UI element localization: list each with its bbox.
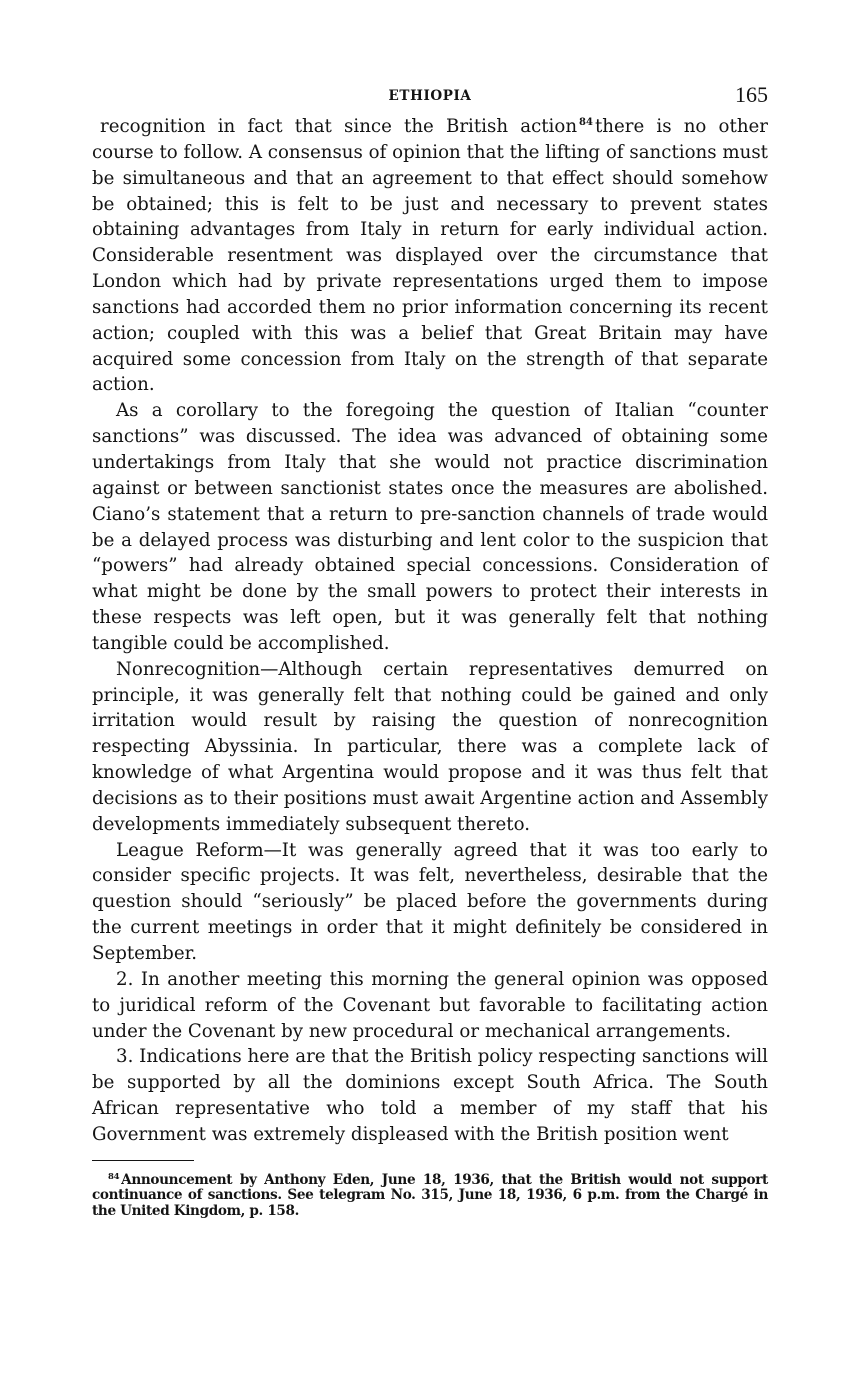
paragraph-item-2: 2. In another meeting this morning the general opinion was opposed to juridical reform of the Covenant but favorable to facilitating action under the Covenant by new procedural or mechanical arrangements. (92, 968, 768, 1042)
paragraph-league-reform: League Reform—It was generally agreed that it was too early to consider specific projects. It was felt, nevertheless, desirable that the question should “seriously” be placed before the governments during the current meetings in order that it might definitely be considered in September. (92, 839, 768, 964)
paragraph-continuation (92, 114, 768, 398)
running-title: ETHIOPIA (388, 88, 472, 104)
footnote-divider (92, 1160, 194, 1161)
paragraph-counter-sanctions: As a corollary to the foregoing the question of Italian “counter sanctions” was discussed. The idea was advanced of obtaining some undertakings from Italy that she would not practice discrimination against or between sanctionist states once the measures are abolished. Ciano’s statement that a return to pre-sanction channels of trade would be a delayed process was disturbing and lent color to the suspicion that “powers” had already obtained special concessions. Consideration of what might be done by the small powers to protect their interests in these respects was left open, but it was generally felt that nothing tangible could be accomplished. (92, 400, 768, 654)
document-page (92, 80, 768, 1220)
page-number: 165 (735, 82, 768, 107)
paragraph-text: recognition in fact that since the British action (100, 116, 578, 137)
body-text (92, 114, 768, 1148)
footnote-marker: 84 (108, 1171, 120, 1182)
paragraph-item-3: 3. Indications here are that the British policy respecting sanctions will be supported by all the dominions except South Africa. The South African representative who told a member of my staff that his Government was extremely displeased with the British position went (92, 1046, 768, 1145)
paragraph-nonrecognition: Nonrecognition—Although certain representatives demurred on principle, it was generally felt that nothing could be gained and only irritation would result by raising the question of nonrecognition respecting Abyssinia. In particular, there was a complete lack of knowledge of what Argentina would propose and it was thus felt that decisions as to their positions must await Argentine action and Assembly developments immediately subsequent thereto. (92, 658, 768, 835)
footnote (92, 1173, 768, 1220)
paragraph-text: there is no other course to follow. A consensus of opinion that the lifting of sanctions must be simultaneous and that an agreement to that effect should somehow be obtained; this is felt to be just and necessary to prevent states obtaining advantages from Italy in return for early individual action. Considerable resentment was displayed over the circumstance that London which had by private representations urged them to impose sanctions had accorded them no prior information concerning its recent action; coupled with this was a belief that Great Britain may have acquired some concession from Italy on the strength of that separate action. (92, 116, 768, 396)
running-header (92, 80, 768, 114)
footnote-reference: 84 (579, 117, 593, 128)
footnote-text: Announcement by Anthony Eden, June 18, 1936, that the British would not support continuance of sanctions. See telegram No. 315, June 18, 1936, 6 p.m. from the Chargé in the United Kingdom, p. 158. (92, 1171, 768, 1219)
